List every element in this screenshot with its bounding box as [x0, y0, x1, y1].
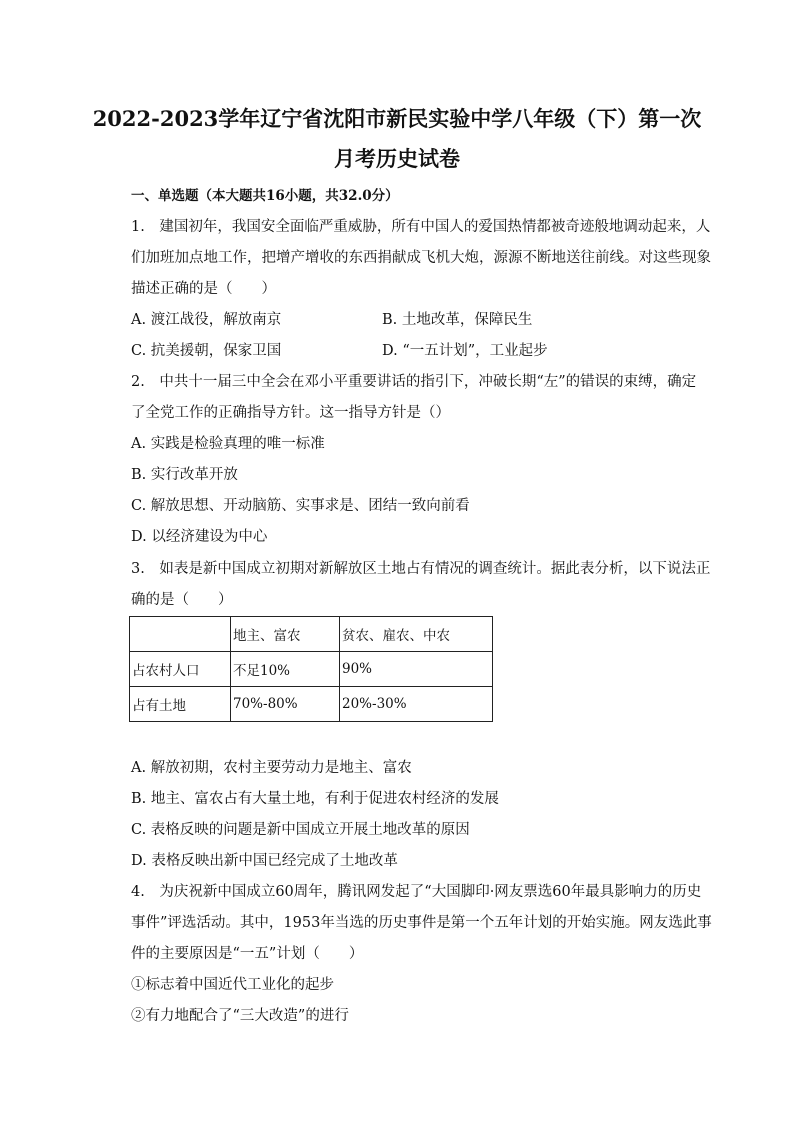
q2-option-d: D. 以经济建设为中心: [131, 529, 268, 545]
table-cell: 占农村人口: [130, 652, 231, 687]
table-cell: 不足10%: [231, 652, 340, 687]
table-cell: 20%-30%: [340, 687, 493, 722]
q2-option-a: A. 实践是检验真理的唯一标准: [131, 436, 325, 452]
q2-stem-line1: 2. 中共十一届三中全会在邓小平重要讲话的指引下，冲破长期“左”的错误的束缚，确定: [131, 374, 697, 390]
exam-title-line1: 2022-2023学年辽宁省沈阳市新民实验中学八年级（下）第一次: [92, 106, 702, 131]
q1-option-d: D. “一五计划”，工业起步: [382, 343, 548, 359]
q3-option-a: A. 解放初期，农村主要劳动力是地主、富农: [131, 760, 412, 776]
table-header-cell: 地主、富农: [231, 617, 340, 652]
q1-stem-line1: 1. 建国初年，我国安全面临严重威胁，所有中国人的爱国热情都被奇迹般地调动起来，人: [131, 219, 711, 235]
table-cell: 90%: [340, 652, 493, 687]
q3-stem-line1: 3. 如表是新中国成立初期对新解放区土地占有情况的调查统计。据此表分析，以下说法正: [131, 561, 711, 577]
q3-option-c: C. 表格反映的问题是新中国成立开展土地改革的原因: [131, 822, 470, 838]
exam-title-line2: 月考历史试卷: [334, 146, 460, 171]
land-statistics-table: [129, 616, 493, 722]
q3-stem-line2: 确的是（ ）: [131, 592, 233, 608]
q4-stem-line1: 4. 为庆祝新中国成立60周年，腾讯网发起了“大国脚印·网友票选60年最具影响力的历史: [131, 884, 702, 900]
q1-option-a: A. 渡江战役，解放南京: [131, 312, 282, 328]
q1-option-b: B. 土地改革，保障民生: [382, 312, 533, 328]
table-cell: 70%-80%: [231, 687, 340, 722]
q3-option-b: B. 地主、富农占有大量土地，有利于促进农村经济的发展: [131, 791, 499, 807]
q4-statement-2: ②有力地配合了“三大改造”的进行: [131, 1008, 349, 1024]
table-header-cell: [130, 617, 231, 652]
q2-option-c: C. 解放思想、开动脑筋、实事求是、团结一致向前看: [131, 498, 470, 514]
q3-option-d: D. 表格反映出新中国已经完成了土地改革: [131, 853, 398, 869]
table-header-row: [130, 617, 493, 652]
table-cell: 占有土地: [130, 687, 231, 722]
q4-stem-line3: 件的主要原因是“一五”计划（ ）: [131, 946, 364, 962]
q2-option-b: B. 实行改革开放: [131, 467, 238, 483]
table-row: [130, 652, 493, 687]
table-header-cell: 贫农、雇农、中农: [340, 617, 493, 652]
q4-stem-line2: 事件”评选活动。其中，1953年当选的历史事件是第一个五年计划的开始实施。网友选此事: [131, 915, 712, 931]
q1-stem-line3: 描述正确的是（ ）: [131, 281, 276, 297]
q1-option-c: C. 抗美援朝，保家卫国: [131, 343, 282, 359]
section-header: 一、单选题（本大题共16小题，共32.0分）: [131, 188, 399, 204]
table-row: [130, 687, 493, 722]
q4-statement-1: ①标志着中国近代工业化的起步: [131, 977, 334, 993]
q1-stem-line2: 们加班加点地工作，把增产增收的东西捐献成飞机大炮，源源不断地送往前线。对这些现象: [131, 250, 711, 266]
q2-stem-line2: 了全党工作的正确指导方针。这一指导方针是（）: [131, 405, 450, 421]
